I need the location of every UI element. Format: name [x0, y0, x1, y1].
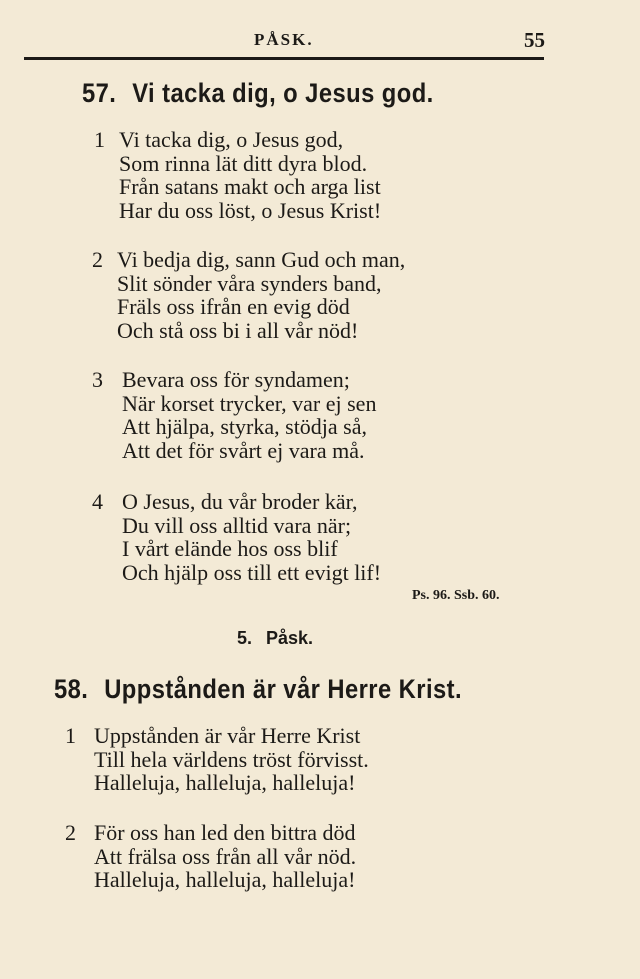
verse-line: Från satans makt och arga list: [119, 174, 381, 199]
verse-number: 3: [92, 367, 103, 392]
verse-line: Slit sönder våra synders band,: [117, 270, 382, 296]
verse-number: 4: [92, 489, 103, 514]
verse-number: 1: [94, 127, 105, 152]
verse-line: Uppstånden är vår Herre Krist: [94, 723, 361, 748]
verse-line: Du vill oss alltid vara när;: [122, 512, 352, 538]
hymn-58-title: [54, 674, 462, 705]
verse-line: Att hjälpa, styrka, stödja så,: [122, 414, 368, 439]
verse-line: O Jesus, du vår broder kär,: [122, 489, 358, 514]
hymn-57-verse-4: [92, 490, 381, 584]
hymn-number: 58.: [54, 674, 89, 704]
hymn-58-verse-1: [65, 724, 369, 795]
verse-line: Har du oss löst, o Jesus Krist!: [119, 197, 382, 223]
verse-line: Att det för svårt ej vara må.: [122, 437, 365, 463]
verse-number: 1: [65, 723, 76, 748]
verse-line: Och hjälp oss till ett evigt lif!: [122, 559, 382, 585]
verse-line: När korset trycker, var ej sen: [122, 390, 377, 416]
verse-line: Bevara oss för syndamen;: [122, 367, 350, 392]
verse-line: I vårt elände hos oss blif: [122, 536, 338, 561]
hymn-number: 57.: [82, 78, 117, 108]
section-heading: [237, 628, 313, 649]
verse-line: Fräls oss ifrån en evig död: [117, 294, 350, 319]
verse-line: Vi tacka dig, o Jesus god,: [119, 127, 344, 152]
verse-line: Halleluja, halleluja, halleluja!: [94, 867, 356, 892]
header-rule: [24, 57, 544, 60]
section-title: Påsk.: [266, 628, 314, 648]
hymn-58-verse-2: [65, 821, 356, 892]
hymn-57-verse-3: [92, 368, 376, 462]
verse-line: Som rinna lät ditt dyra blod.: [119, 150, 368, 176]
page-number: 55: [524, 28, 545, 52]
hymn-title-text: Vi tacka dig, o Jesus god.: [132, 78, 434, 108]
hymn-reference: Ps. 96. Ssb. 60.: [412, 588, 500, 603]
hymn-57-verse-2: [92, 248, 405, 342]
hymn-57-verse-1: [94, 128, 381, 222]
verse-line: Att frälsa oss från all vår nöd.: [94, 843, 357, 869]
verse-number: 2: [65, 820, 76, 845]
running-head: [0, 28, 640, 54]
running-title: PÅSK.: [254, 30, 314, 49]
verse-line: Halleluja, halleluja, halleluja!: [94, 770, 356, 795]
verse-line: För oss han led den bittra död: [94, 820, 356, 845]
section-number: 5.: [237, 628, 253, 648]
hymn-title-text: Uppstånden är vår Herre Krist.: [104, 674, 463, 704]
verse-line: Och stå oss bi i all vår nöd!: [117, 317, 359, 343]
hymn-57-title: [82, 78, 434, 109]
verse-line: Till hela världens tröst förvisst.: [94, 746, 369, 772]
verse-number: 2: [92, 247, 103, 272]
verse-line: Vi bedja dig, sann Gud och man,: [117, 247, 406, 272]
